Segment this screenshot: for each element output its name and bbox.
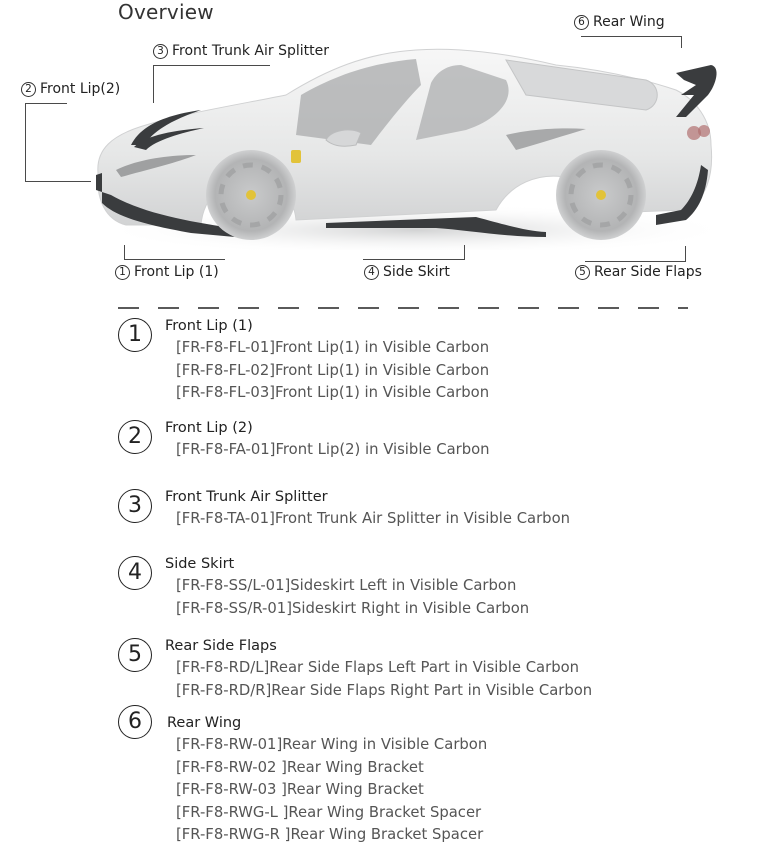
callout-label: Rear Side Flaps [594,264,702,280]
callout-rear-wing [574,14,665,30]
leader-line [681,36,682,48]
section-title: Rear Wing [167,715,242,731]
number-circle-icon: 1 [118,318,152,352]
number-circle-icon: 6 [574,15,589,30]
section-title: Front Lip (2) [165,420,253,436]
leader-line [153,65,154,103]
part-item: [FR-F8-RW-03 ]Rear Wing Bracket [176,781,424,798]
leader-line [25,181,91,182]
parts-list [176,657,592,702]
leader-line [153,65,270,66]
section-title: Rear Side Flaps [165,638,277,654]
leader-line [363,259,465,260]
number-circle-icon: 3 [153,44,168,59]
parts-list [176,508,570,531]
part-item: [FR-F8-SS/L-01]Sideskirt Left in Visible Carbon [176,577,517,594]
callout-front-lip-2 [21,81,120,97]
parts-list [176,734,487,847]
leader-line [25,103,26,182]
number-circle-icon: 4 [364,265,379,280]
leader-line [124,259,225,260]
leader-line [25,103,67,104]
number-circle-icon: 3 [118,489,152,523]
leader-line [464,245,465,260]
leader-line [585,261,686,262]
number-circle-icon: 2 [21,82,36,97]
number-circle-icon: 5 [575,265,590,280]
part-item: [FR-F8-RWG-L ]Rear Wing Bracket Spacer [176,803,482,821]
parts-list [176,337,489,405]
section-title: Front Lip (1) [165,318,253,334]
callout-front-trunk-air-splitter [153,43,329,59]
part-item: [FR-F8-FA-01]Front Lip(2) in Visible Carbon [176,441,490,458]
callout-label: Front Lip (1) [134,264,219,280]
part-item: [FR-F8-RD/R]Rear Side Flaps Right Part in Visible Carbon [176,681,593,699]
section-title: Side Skirt [165,556,235,572]
page-title: Overview [118,0,214,24]
callout-rear-side-flaps [575,264,702,280]
callout-label: Front Lip(2) [40,81,121,97]
part-item: [FR-F8-FL-01]Front Lip(1) in Visible Carbon [176,339,490,356]
number-circle-icon: 4 [118,556,152,590]
leader-line [685,246,686,262]
part-item: [FR-F8-TA-01]Front Trunk Air Splitter in Visible Carbon [176,510,571,527]
callout-label: Rear Wing [593,14,665,30]
number-circle-icon: 6 [118,705,152,739]
number-circle-icon: 2 [118,420,152,454]
part-item: [FR-F8-FL-02]Front Lip(1) in Visible Carbon [176,361,490,379]
part-item: [FR-F8-RW-02 ]Rear Wing Bracket [176,758,424,776]
callout-label: Front Trunk Air Splitter [172,43,329,59]
part-item: [FR-F8-SS/R-01]Sideskirt Right in Visible Carbon [176,599,530,617]
section-title: Front Trunk Air Splitter [165,489,328,505]
number-circle-icon: 1 [115,265,130,280]
callout-side-skirt [364,264,450,280]
dashed-divider [118,307,688,309]
part-item: [FR-F8-FL-03]Front Lip(1) in Visible Carbon [176,384,490,401]
part-item: [FR-F8-RWG-R ]Rear Wing Bracket Spacer [176,826,484,843]
part-item: [FR-F8-RW-01]Rear Wing in Visible Carbon [176,736,488,753]
leader-line [581,36,682,37]
callout-front-lip-1 [115,264,219,280]
parts-list [176,575,529,620]
parts-list [176,439,490,462]
leader-line [124,245,125,260]
number-circle-icon: 5 [118,638,152,672]
part-item: [FR-F8-RD/L]Rear Side Flaps Left Part in Visible Carbon [176,659,580,676]
callout-label: Side Skirt [383,264,450,280]
